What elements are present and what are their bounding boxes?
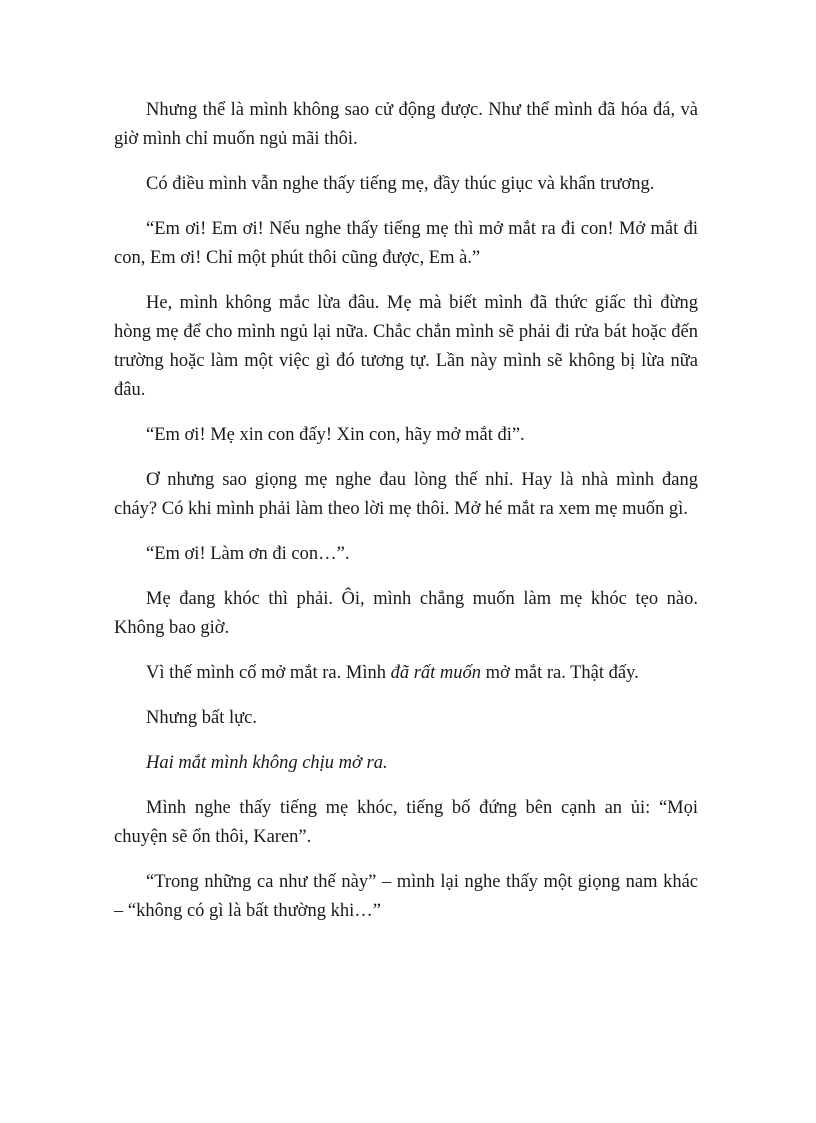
page-body: [114, 96, 698, 942]
paragraph-11-italic: Hai mắt mình không chịu mở ra.: [146, 753, 388, 773]
paragraph-3: “Em ơi! Em ơi! Nếu nghe thấy tiếng mẹ thì mở mắt ra đi con! Mở mắt đi con, Em ơi! Chỉ một phút thôi cũng được, Em à.”: [114, 219, 698, 268]
paragraph-7: “Em ơi! Làm ơn đi con…”.: [146, 544, 350, 564]
paragraph-6: Ơ nhưng sao giọng mẹ nghe đau lòng thế nhỉ. Hay là nhà mình đang cháy? Có khi mình phải làm theo lời mẹ thôi. Mở hé mắt ra xem mẹ muốn gì.: [114, 470, 698, 519]
paragraph-2: Có điều mình vẫn nghe thấy tiếng mẹ, đầy thúc giục và khẩn trương.: [146, 174, 655, 194]
paragraph-9-before: Vì thế mình cố mở mắt ra. Mình: [146, 663, 391, 683]
paragraph-9-emphasis: đã rất muốn: [390, 663, 482, 683]
paragraph-8: Mẹ đang khóc thì phải. Ôi, mình chẳng muốn làm mẹ khóc tẹo nào. Không bao giờ.: [114, 589, 698, 638]
paragraph-5: “Em ơi! Mẹ xin con đấy! Xin con, hãy mở mắt đi”.: [146, 425, 525, 445]
paragraph-9-after: mở mắt ra. Thật đấy.: [481, 663, 639, 683]
paragraph-4: He, mình không mắc lừa đâu. Mẹ mà biết mình đã thức giấc thì đừng hòng mẹ để cho mình ngủ lại nữa. Chắc chắn mình sẽ phải đi rửa bát hoặc đến trường hoặc làm một việc gì đó tương tự. Lần này mình sẽ không bị lừa nữa đâu.: [114, 293, 698, 400]
paragraph-10: Nhưng bất lực.: [146, 708, 257, 728]
paragraph-13: “Trong những ca như thế này” – mình lại nghe thấy một giọng nam khác – “không có gì là bất thường khi…”: [114, 872, 698, 921]
paragraph-12: Mình nghe thấy tiếng mẹ khóc, tiếng bố đứng bên cạnh an ủi: “Mọi chuyện sẽ ổn thôi, Karen”.: [114, 798, 698, 847]
paragraph-9: [114, 659, 698, 688]
paragraph-1: Nhưng thể là mình không sao cử động được. Như thể mình đã hóa đá, và giờ mình chỉ muốn ngủ mãi thôi.: [114, 100, 698, 149]
